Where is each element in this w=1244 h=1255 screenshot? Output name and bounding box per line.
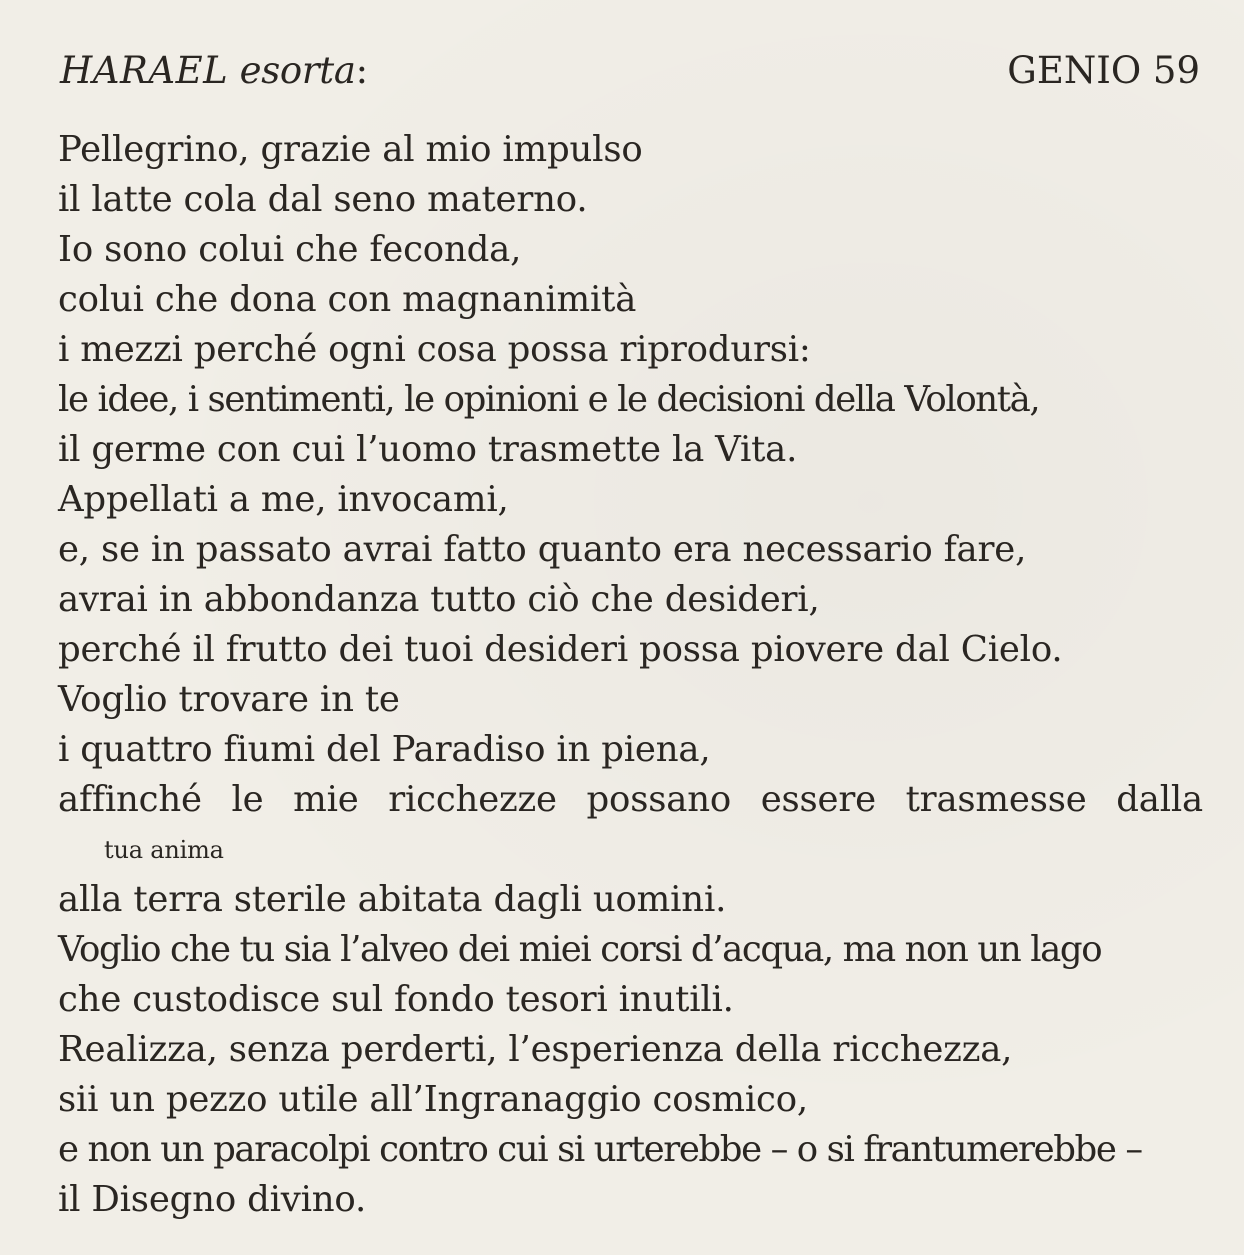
poem-line: e non un paracolpi contro cui si urterebbe – o si frantumerebbe – xyxy=(58,1129,1142,1170)
poem-line: e, se in passato avrai fatto quanto era necessario fare, xyxy=(58,529,1027,570)
speaker-heading xyxy=(60,46,368,96)
poem-line: perché il frutto dei tuoi desideri possa piovere dal Cielo. xyxy=(58,629,1063,670)
speaker-name: HARAEL xyxy=(60,49,229,92)
poem-line-continuation: tua anima xyxy=(104,836,224,864)
poem-line: il germe con cui l’uomo trasmette la Vita. xyxy=(58,429,798,470)
poem-line: Voglio trovare in te xyxy=(58,679,400,720)
poem-line: Io sono colui che feconda, xyxy=(58,229,522,270)
poem-line: sii un pezzo utile all’Ingranaggio cosmico, xyxy=(58,1079,808,1120)
poem-line: che custodisce sul fondo tesori inutili. xyxy=(58,979,734,1020)
poem-line: il latte cola dal seno materno. xyxy=(58,179,588,220)
poem-line: Pellegrino, grazie al mio impulso xyxy=(58,129,643,170)
poem-line: Voglio che tu sia l’alveo dei miei corsi d’acqua, ma non un lago xyxy=(58,929,1102,970)
poem-line: colui che dona con magnanimità xyxy=(58,279,637,320)
speaker-verb: esorta xyxy=(239,49,356,92)
poem-line: affinché le mie ricchezze possano essere trasmesse dalla xyxy=(58,779,1203,820)
poem-text xyxy=(58,125,1203,1225)
page-label: GENIO 59 xyxy=(1007,49,1200,92)
poem-line: Realizza, senza perderti, l’esperienza della ricchezza, xyxy=(58,1029,1013,1070)
poem-line: Appellati a me, invocami, xyxy=(58,479,509,520)
poem-line: le idee, i sentimenti, le opinioni e le decisioni della Volontà, xyxy=(58,379,1040,420)
poem-line: il Disegno divino. xyxy=(58,1179,367,1220)
poem-line: avrai in abbondanza tutto ciò che desideri, xyxy=(58,579,820,620)
poem-line: i mezzi perché ogni cosa possa riprodursi: xyxy=(58,329,811,370)
poem-line: alla terra sterile abitata dagli uomini. xyxy=(58,879,727,920)
speaker-colon: : xyxy=(355,49,368,92)
poem-line: i quattro fiumi del Paradiso in piena, xyxy=(58,729,711,770)
page-header xyxy=(60,46,1200,96)
